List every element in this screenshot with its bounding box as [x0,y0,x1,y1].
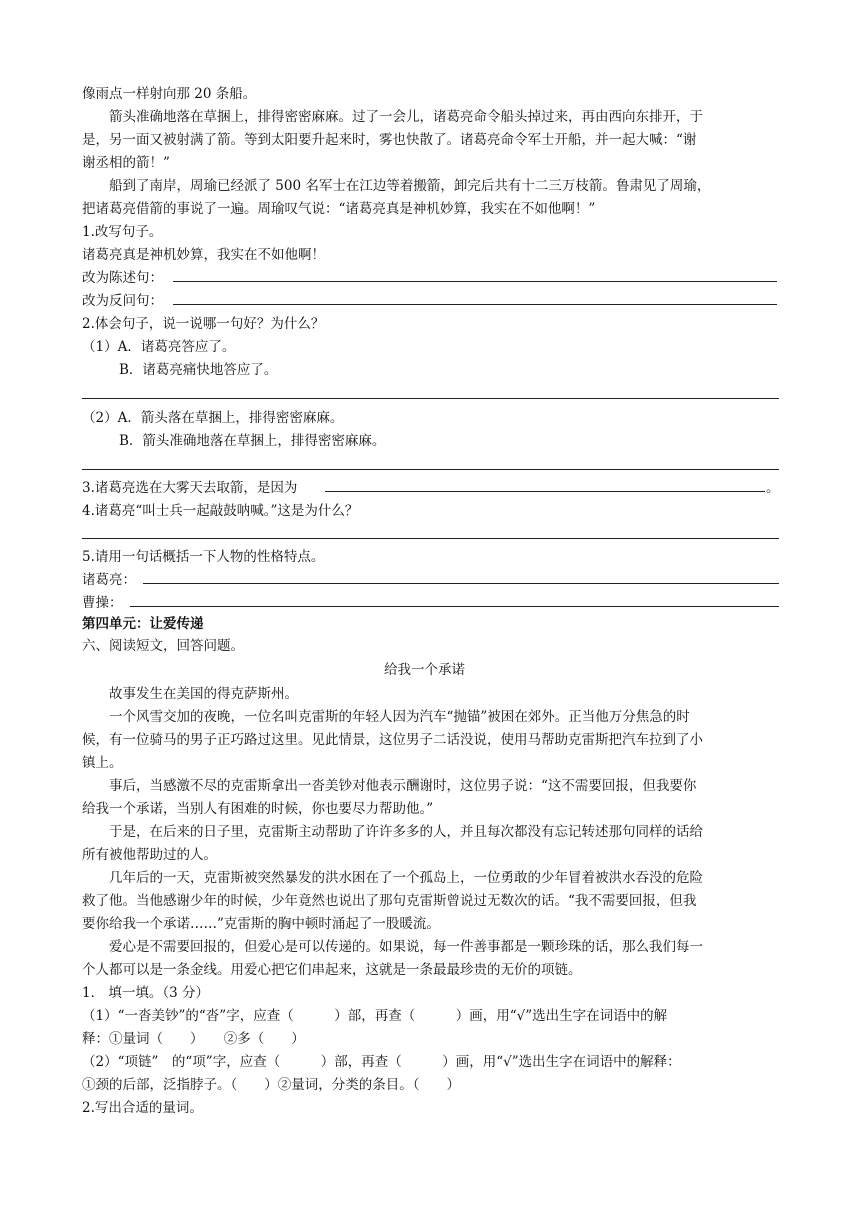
zhuge-answer-line[interactable] [143,583,779,584]
story-line: 几年后的一天，克雷斯被突然暴发的洪水困在了一个孤岛上，一位勇敢的少年冒着被洪水吞没的危险 [109,870,703,886]
question-5: 5.请用一句话概括一下人物的性格特点。 [82,549,325,565]
rhetorical-answer-line[interactable] [173,304,777,305]
q3-end-mark: 。 [766,480,780,496]
q2-option-1a: （1）A．诸葛亮答应了。 [82,339,236,355]
declarative-answer-line[interactable] [173,281,777,282]
fill-item-2-options: ①颈的后部，泛指脖子。（ ）②量词，分类的条目。（ ） [82,1077,460,1093]
fill-item-2: （2）“项链” 的“项”字，应查（ ）部，再查（ ）画，用“√”选出生字在词语中的解释： [82,1054,681,1070]
q3-answer-line[interactable] [325,491,765,492]
question-2-title: 2.体会句子，说一说哪一句好？为什么？ [82,316,325,332]
story-line: 个人都可以是一条金线。用爱心把它们串起来，这就是一条最最珍贵的无价的项链。 [82,962,582,978]
story-line: 于是，在后来的日子里，克雷斯主动帮助了许许多多的人，并且每次都没有忘记转述那句同样的话给 [109,824,703,840]
passage-line: 船到了南岸，周瑜已经派了 500 名军士在江边等着搬箭，卸完后共有十二三万枝箭。鲁肃见了周瑜， [109,178,711,194]
question-3: 3.诸葛亮选在大雾天去取箭，是因为 [82,480,298,496]
story-line: 爱心是不需要回报的，但爱心是可以传递的。如果说，每一件善事都是一颗珍珠的话，那么我们每一 [109,939,703,955]
rhetorical-label: 改为反问句： [82,293,163,309]
q2-option-2b: B．箭头准确地落在草捆上，排得密密麻麻。 [119,433,386,449]
passage-line: 像雨点一样射向那 20 条船。 [82,86,257,102]
story-line: 一个风雪交加的夜晚，一位名叫克雷斯的年轻人因为汽车“抛锚”被困在郊外。正当他万分焦急的时 [109,709,690,725]
declarative-label: 改为陈述句： [82,270,163,286]
fill-item-1: （1）“一沓美钞”的“沓”字，应查（ ）部，再查（ ）画，用“√”选出生字在词语中的解 [82,1008,668,1024]
story-line: 故事发生在美国的得克萨斯州。 [109,686,298,702]
passage-line: 谢丞相的箭！” [82,155,170,171]
zhuge-label: 诸葛亮： [82,572,136,588]
section-6-instruction: 六、阅读短文，回答问题。 [82,638,244,654]
passage-line: 是，另一面又被射满了箭。等到太阳要升起来时，雾也快散了。诸葛亮命令军士开船，并一起大喊：“谢 [82,132,697,148]
story-line: 救了他。当他感谢少年的时候，少年竟然也说出了那句克雷斯曾说过无数次的话。“我不需要回报，但我 [82,893,697,909]
q4-answer-line[interactable] [82,538,779,539]
story-line: 候，有一位骑马的男子正巧路过这里。见此情景，这位男子二话没说，使用马帮助克雷斯把汽车拉到了小 [82,732,703,748]
caocao-answer-line[interactable] [130,606,779,607]
fill-title: 1． 填一填。（3 分） [82,985,210,1001]
question-1-sentence: 诸葛亮真是神机妙算，我实在不如他啊！ [82,247,325,263]
story-line: 所有被他帮助过的人。 [82,847,217,863]
story-line: 事后，当感激不尽的克雷斯拿出一沓美钞对他表示酬谢时，这位男子说：“这不需要回报，但我要你 [109,778,697,794]
q2-answer-line-2[interactable] [82,469,779,470]
story-line: 要你给我一个承诺……”克雷斯的胸中顿时涌起了一股暖流。 [82,916,440,932]
q2-option-1b: B．诸葛亮痛快地答应了。 [119,362,278,378]
question-4: 4.诸葛亮“叫士兵一起敲鼓呐喊。”这是为什么？ [82,503,359,519]
passage-line: 把诸葛亮借箭的事说了一遍。周瑜叹气说：“诸葛亮真是神机妙算，我实在不如他啊！” [82,201,596,217]
fill-item-1-options: 释：①量词（ ） ②多（ ） [82,1031,305,1047]
question-1-title: 1.改写句子。 [82,224,163,240]
story-line: 镇上。 [82,755,123,771]
q2-option-2a: （2）A．箭头落在草捆上，排得密密麻麻。 [82,410,344,426]
q2-answer-line-1[interactable] [82,398,779,399]
caocao-label: 曹操： [82,595,123,611]
measure-word-question: 2.写出合适的量词。 [82,1100,203,1116]
story-title: 给我一个承诺 [384,662,465,678]
unit-heading: 第四单元：让爱传递 [82,616,204,632]
passage-line: 箭头准确地落在草捆上，排得密密麻麻。过了一会儿，诸葛亮命令船头掉过来，再由西向东排开，于 [109,109,703,125]
story-line: 给我一个承诺，当别人有困难的时候，你也要尽力帮助他。” [82,801,434,817]
